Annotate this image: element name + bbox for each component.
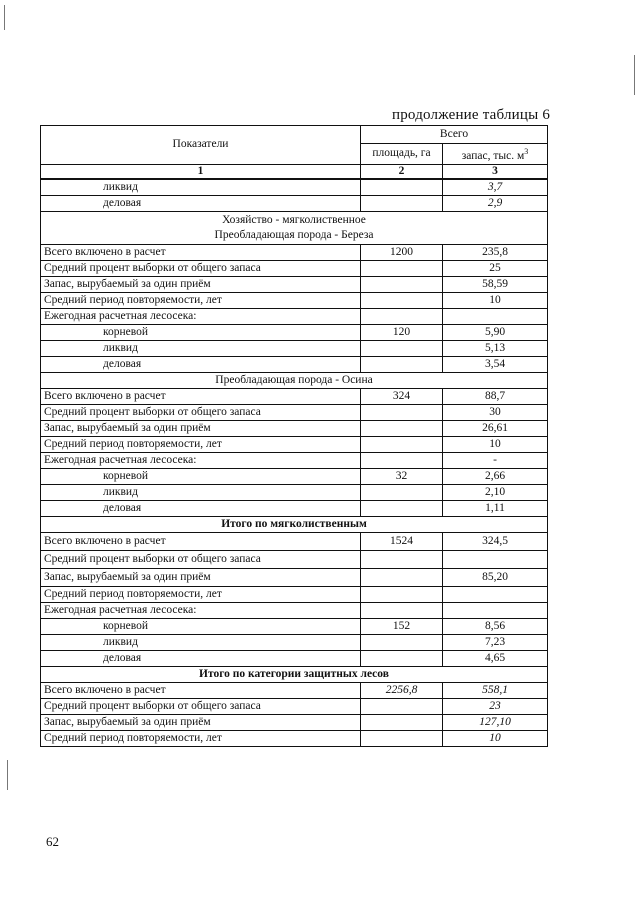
row-stock: 5,13 <box>443 340 548 356</box>
row-stock: 88,7 <box>443 388 548 404</box>
row-stock: 324,5 <box>443 532 548 550</box>
row-label: корневой <box>41 468 361 484</box>
header-stock-text: запас, тыс. м <box>461 149 525 162</box>
table-row <box>41 730 548 746</box>
row-area <box>361 586 443 602</box>
table-row <box>41 420 548 436</box>
table-row <box>41 550 548 568</box>
row-stock <box>443 550 548 568</box>
row-area <box>361 730 443 746</box>
row-stock <box>443 308 548 324</box>
row-area <box>361 452 443 468</box>
row-stock: 5,90 <box>443 324 548 340</box>
row-area <box>361 276 443 292</box>
scan-edge-mark <box>4 5 5 30</box>
row-area <box>361 436 443 452</box>
header-stock <box>443 144 548 165</box>
section-heading <box>41 211 548 244</box>
row-stock: 85,20 <box>443 568 548 586</box>
row-area <box>361 356 443 372</box>
table-row <box>41 276 548 292</box>
row-label: Запас, вырубаемый за один приём <box>41 420 361 436</box>
row-area <box>361 340 443 356</box>
row-label: Средний процент выборки от общего запаса <box>41 404 361 420</box>
row-label: Средний период повторяемости, лет <box>41 436 361 452</box>
row-label: корневой <box>41 618 361 634</box>
row-label: Всего включено в расчет <box>41 532 361 550</box>
col-num-3: 3 <box>443 164 548 179</box>
row-area: 32 <box>361 468 443 484</box>
row-label: ликвид <box>41 179 361 196</box>
row-area <box>361 292 443 308</box>
table-row <box>41 244 548 260</box>
row-stock: 8,56 <box>443 618 548 634</box>
table-row <box>41 666 548 682</box>
row-area <box>361 308 443 324</box>
row-area <box>361 195 443 211</box>
table-row <box>41 452 548 468</box>
table-row <box>41 618 548 634</box>
table-row <box>41 292 548 308</box>
row-stock: 26,61 <box>443 420 548 436</box>
row-stock: 3,7 <box>443 179 548 196</box>
row-area <box>361 698 443 714</box>
header-area: площадь, га <box>361 144 443 165</box>
row-label: Средний период повторяемости, лет <box>41 292 361 308</box>
row-area <box>361 420 443 436</box>
row-stock: 30 <box>443 404 548 420</box>
row-stock <box>443 586 548 602</box>
row-area: 1524 <box>361 532 443 550</box>
row-area <box>361 484 443 500</box>
table-row <box>41 516 548 532</box>
table-row <box>41 586 548 602</box>
row-stock: 3,54 <box>443 356 548 372</box>
row-stock: 2,10 <box>443 484 548 500</box>
row-stock: 235,8 <box>443 244 548 260</box>
header-total: Всего <box>361 126 548 144</box>
col-num-1: 1 <box>41 164 361 179</box>
row-area: 152 <box>361 618 443 634</box>
row-stock: 10 <box>443 730 548 746</box>
table-row <box>41 211 548 244</box>
scan-edge-mark <box>634 55 635 95</box>
row-area <box>361 500 443 516</box>
row-label: Запас, вырубаемый за один приём <box>41 276 361 292</box>
section-heading-line: Преобладающая порода - Береза <box>214 228 374 241</box>
row-stock: 10 <box>443 292 548 308</box>
row-area <box>361 602 443 618</box>
row-stock: 7,23 <box>443 634 548 650</box>
row-stock: 2,9 <box>443 195 548 211</box>
row-area <box>361 260 443 276</box>
row-stock: 1,11 <box>443 500 548 516</box>
row-label: Всего включено в расчет <box>41 244 361 260</box>
row-label: Запас, вырубаемый за один приём <box>41 714 361 730</box>
row-stock: 2,66 <box>443 468 548 484</box>
table-row <box>41 484 548 500</box>
row-label: деловая <box>41 500 361 516</box>
row-label: Всего включено в расчет <box>41 682 361 698</box>
row-label: Запас, вырубаемый за один приём <box>41 568 361 586</box>
section-heading: Итого по мягколиственным <box>41 516 548 532</box>
table-row <box>41 568 548 586</box>
row-label: ликвид <box>41 634 361 650</box>
row-label: Средний процент выборки от общего запаса <box>41 260 361 276</box>
table-row <box>41 698 548 714</box>
row-label: деловая <box>41 356 361 372</box>
row-stock <box>443 602 548 618</box>
table-row <box>41 714 548 730</box>
table-row <box>41 602 548 618</box>
row-area <box>361 179 443 196</box>
forest-table <box>40 125 548 747</box>
row-area: 1200 <box>361 244 443 260</box>
row-area: 324 <box>361 388 443 404</box>
row-stock: 58,59 <box>443 276 548 292</box>
row-label: ликвид <box>41 340 361 356</box>
row-area: 2256,8 <box>361 682 443 698</box>
table-row <box>41 388 548 404</box>
table-row <box>41 260 548 276</box>
table-body <box>41 179 548 747</box>
row-label: ликвид <box>41 484 361 500</box>
row-area <box>361 550 443 568</box>
table-row <box>41 682 548 698</box>
scan-edge-mark <box>7 760 8 790</box>
row-stock: 127,10 <box>443 714 548 730</box>
table-row <box>41 436 548 452</box>
table-row <box>41 532 548 550</box>
row-stock: 25 <box>443 260 548 276</box>
table-row <box>41 468 548 484</box>
row-label: Средний период повторяемости, лет <box>41 730 361 746</box>
row-area <box>361 714 443 730</box>
row-area <box>361 650 443 666</box>
table-row <box>41 356 548 372</box>
row-label: деловая <box>41 195 361 211</box>
row-label: Ежегодная расчетная лесосека: <box>41 602 361 618</box>
row-label: Всего включено в расчет <box>41 388 361 404</box>
table-row <box>41 195 548 211</box>
page-number: 62 <box>46 834 59 849</box>
section-heading-line: Хозяйство - мягколиственное <box>222 213 366 226</box>
row-stock: 4,65 <box>443 650 548 666</box>
row-label: корневой <box>41 324 361 340</box>
row-area <box>361 404 443 420</box>
row-label: Средний период повторяемости, лет <box>41 586 361 602</box>
row-label: Средний процент выборки от общего запаса <box>41 550 361 568</box>
table-row <box>41 179 548 196</box>
row-label: Ежегодная расчетная лесосека: <box>41 452 361 468</box>
row-stock: 10 <box>443 436 548 452</box>
table-row <box>41 404 548 420</box>
table-row <box>41 634 548 650</box>
col-num-2: 2 <box>361 164 443 179</box>
table-row <box>41 340 548 356</box>
table-row <box>41 372 548 388</box>
row-stock: 558,1 <box>443 682 548 698</box>
table-row <box>41 500 548 516</box>
row-area: 120 <box>361 324 443 340</box>
row-stock: 23 <box>443 698 548 714</box>
section-heading: Преобладающая порода - Осина <box>41 372 548 388</box>
table-row <box>41 308 548 324</box>
row-label: деловая <box>41 650 361 666</box>
table-caption: продолжение таблицы 6 <box>392 107 551 123</box>
table-row <box>41 324 548 340</box>
row-area <box>361 634 443 650</box>
row-label: Ежегодная расчетная лесосека: <box>41 308 361 324</box>
table-row <box>41 650 548 666</box>
header-indicators: Показатели <box>41 126 361 165</box>
row-stock: - <box>443 452 548 468</box>
section-heading: Итого по категории защитных лесов <box>41 666 548 682</box>
row-area <box>361 568 443 586</box>
row-label: Средний процент выборки от общего запаса <box>41 698 361 714</box>
header-stock-sup: 3 <box>524 147 529 156</box>
